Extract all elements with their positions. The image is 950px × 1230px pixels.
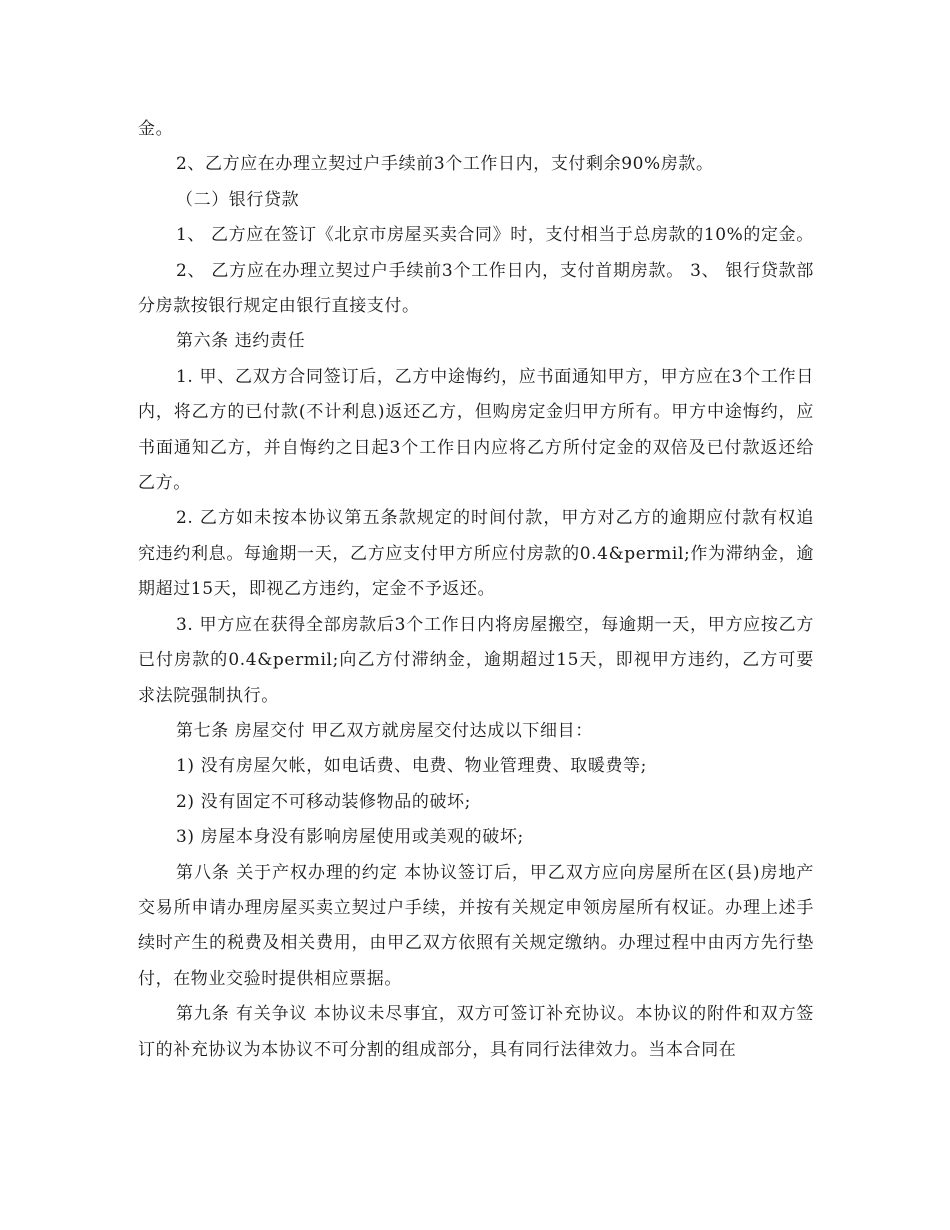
paragraph-breach-1: 1. 甲、乙双方合同签订后，乙方中途悔约，应书面通知甲方，甲方应在3个工作日内，将乙方的已付款(不计利息)返还乙方，但购房定金归甲方所有。甲方中途悔约，应书面通知乙方，并自悔约之日起3个工作日内应将乙方所付定金的双倍及已付款返还给乙方。 [138, 366, 814, 494]
paragraph-payment-remaining: 2、乙方应在办理立契过户手续前3个工作日内，支付剩余90%房款。 [176, 154, 714, 175]
article-heading-6: 第六条 违约责任 [176, 331, 306, 352]
article-9-disputes: 第九条 有关争议 本协议未尽事宜，双方可签订补充协议。本协议的附件和双方签订的补充协议为本协议不可分割的组成部分，具有同行法律效力。当本合同在 [138, 1004, 814, 1060]
list-item-delivery-1: 1) 没有房屋欠帐，如电话费、电费、物业管理费、取暖费等; [176, 756, 647, 777]
list-item-delivery-3: 3) 房屋本身没有影响房屋使用或美观的破坏; [176, 827, 524, 848]
paragraph-loan-downpayment: 2、 乙方应在办理立契过户手续前3个工作日内，支付首期房款。 3、 银行贷款部分房款按银行规定由银行直接支付。 [138, 260, 814, 317]
document-body [138, 112, 814, 1068]
paragraph-continuation: 金。 [138, 119, 174, 139]
paragraph-breach-2: 2. 乙方如未按本协议第五条款规定的时间付款，甲方对乙方的逾期应付款有权追究违约利息。每逾期一天，乙方应支付甲方所应付房款的0.4&permil;作为滞纳金，逾期超过15天，即视乙方违约，定金不予返还。 [138, 508, 814, 600]
list-item-delivery-2: 2) 没有固定不可移动装修物品的破坏; [176, 791, 471, 812]
paragraph-loan-deposit: 1、 乙方应在签订《北京市房屋买卖合同》时，支付相当于总房款的10%的定金。 [176, 225, 814, 246]
paragraph-breach-3: 3. 甲方应在获得全部房款后3个工作日内将房屋搬空，每逾期一天，甲方应按乙方已付房款的0.4&permil;向乙方付滞纳金，逾期超过15天，即视甲方违约，乙方可要求法院强制执行。 [138, 614, 814, 706]
section-heading-bank-loan: （二）银行贷款 [176, 189, 300, 210]
article-8-property-rights: 第八条 关于产权办理的约定 本协议签订后，甲乙双方应向房屋所在区(县)房地产交易所申请办理房屋买卖立契过户手续，并按有关规定申领房屋所有权证。办理上述手续时产生的税费及相关费用，由甲乙双方依照有关规定缴纳。办理过程中由丙方先行垫付，在物业交验时提供相应票据。 [138, 862, 814, 989]
article-heading-7: 第七条 房屋交付 甲乙双方就房屋交付达成以下细目： [176, 720, 593, 741]
